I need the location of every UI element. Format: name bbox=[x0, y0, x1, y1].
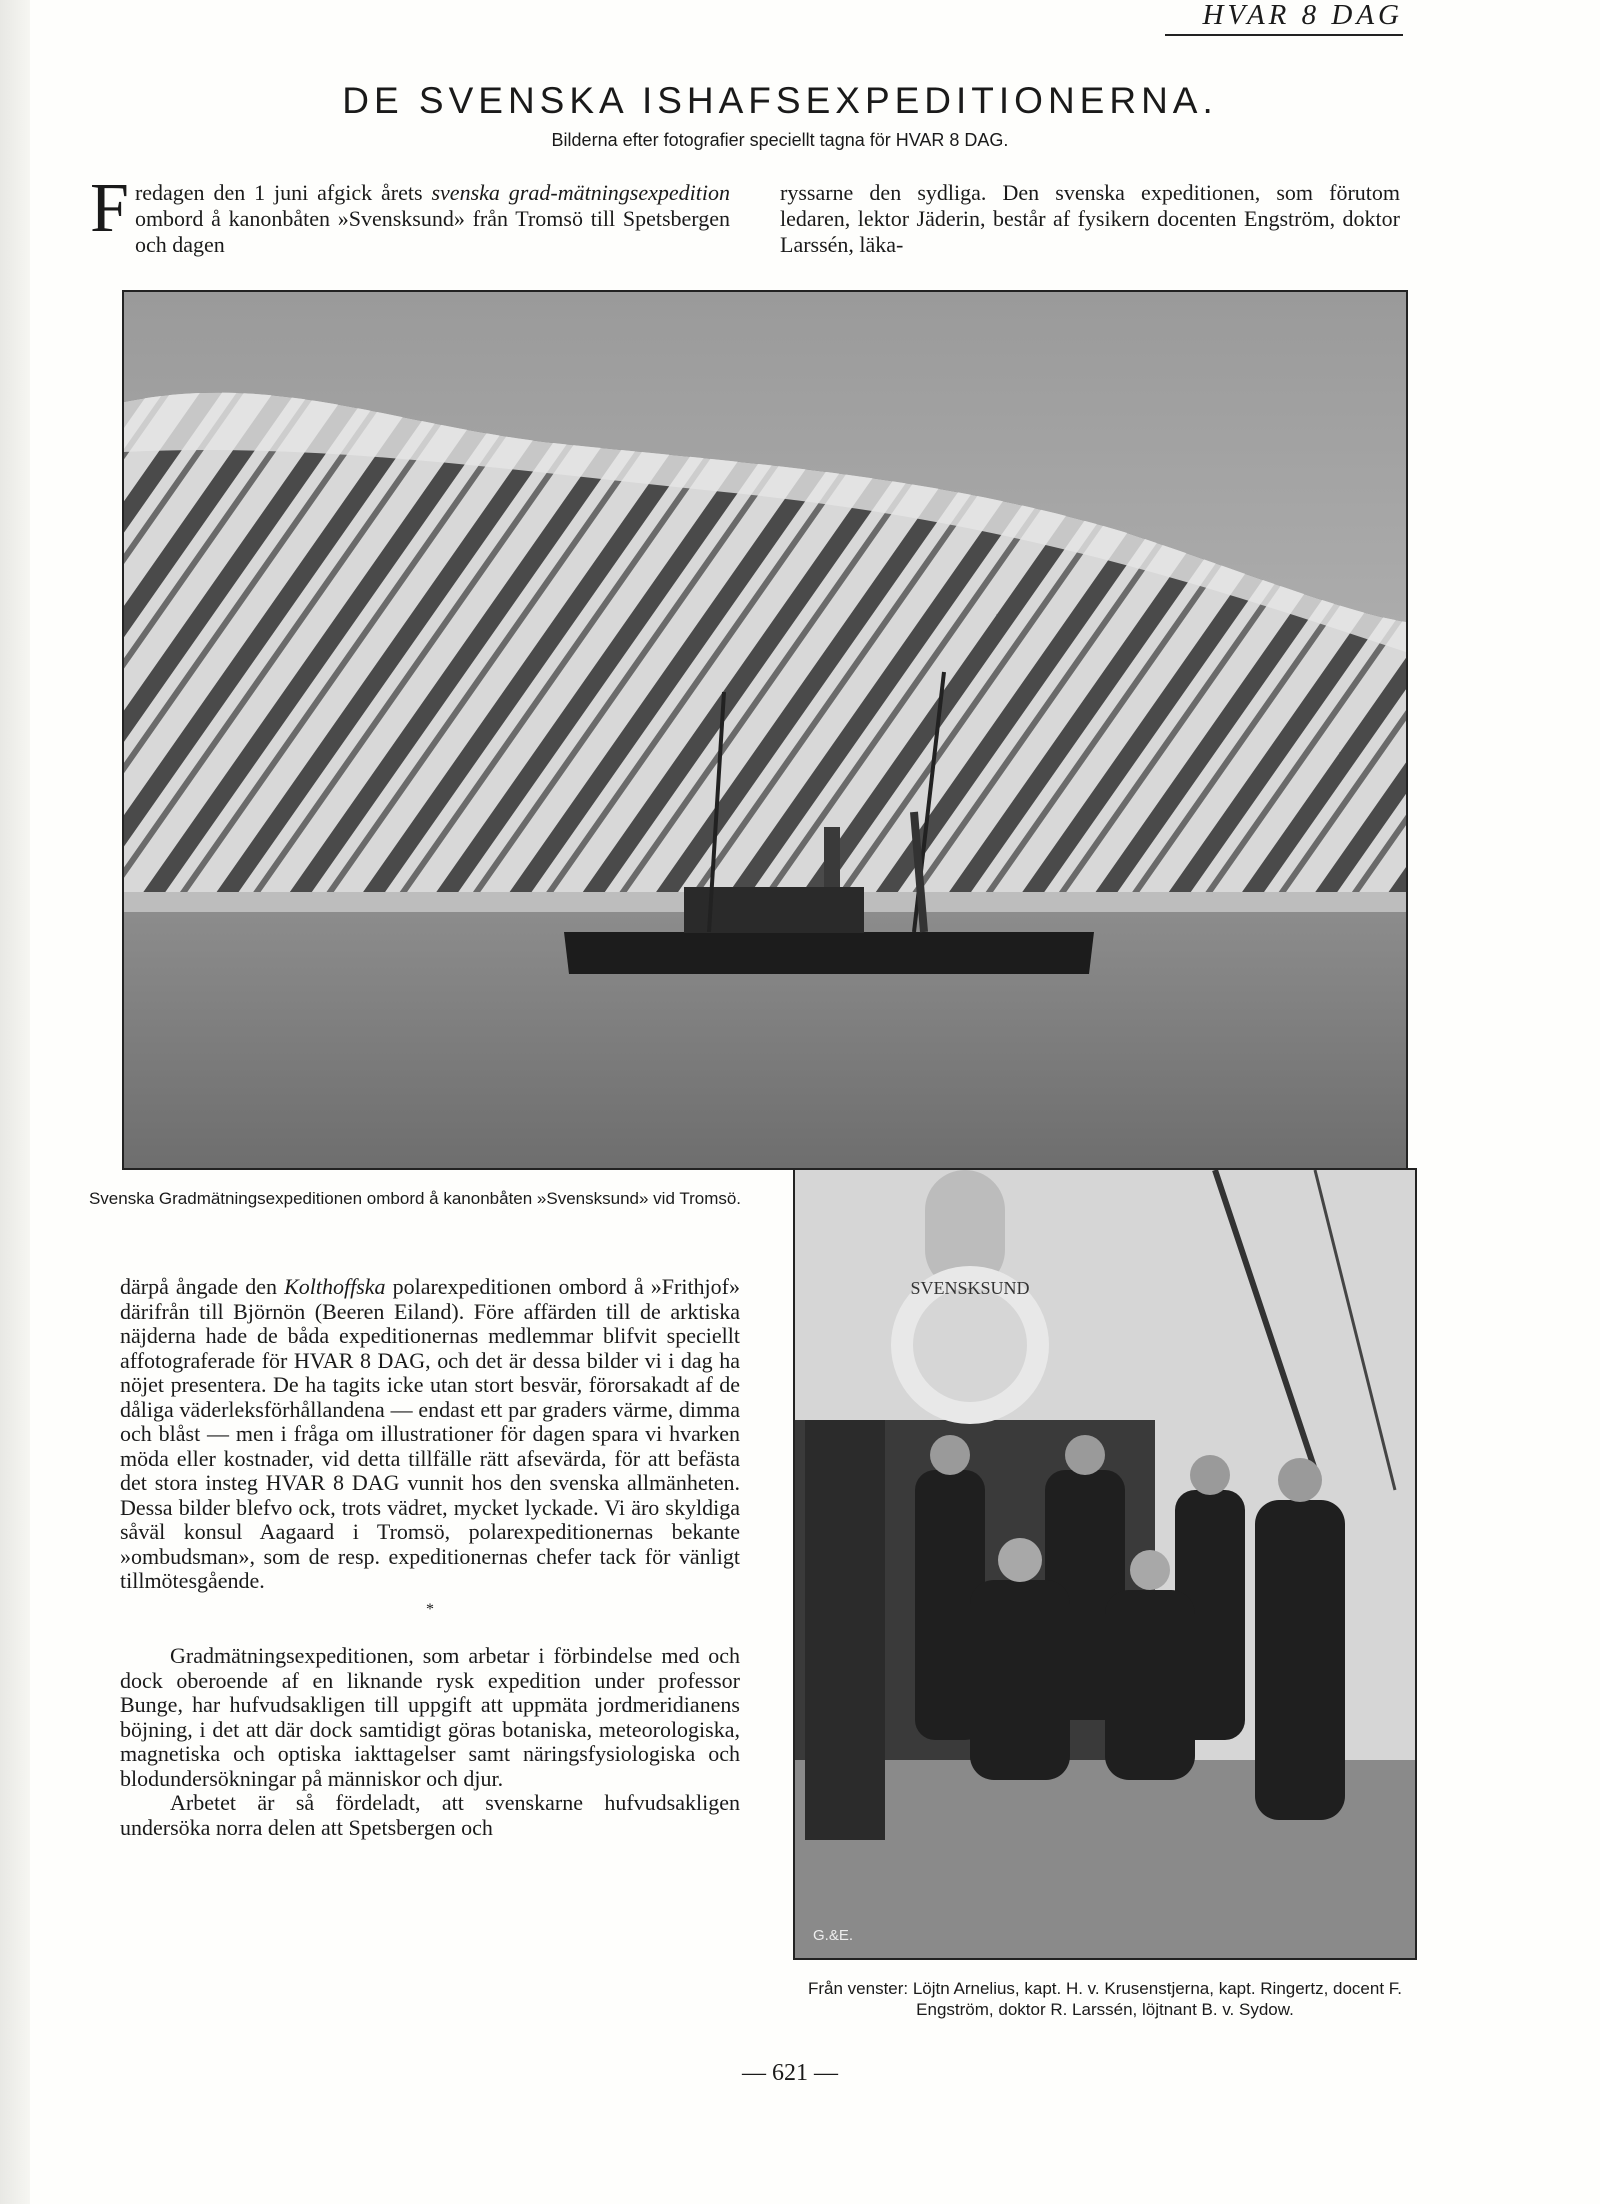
intro-right-text: ryssarne den sydliga. Den svenska expeditionen, som förutom ledaren, lektor Jäderin, består af fysikern docenten Engström, doktor Larssén, läka- bbox=[780, 180, 1400, 257]
body-paragraph-1 bbox=[120, 1275, 740, 1594]
section-separator: * bbox=[426, 1600, 434, 1618]
page-edge-shadow bbox=[0, 0, 30, 2204]
body-paragraph-2: Gradmätningsexpeditionen, som arbetar i förbindelse med och dock oberoende af en liknande rysk expedition under professor Bunge, har hufvudsakligen till uppgift att uppmäta jordmeridianens böjning, i det att där dock samtidigt göras botaniska, meteorologiska, magnetiska och optiska iakttagelser samt näringsfysiologiska och blodundersökningar på människor och djur. bbox=[120, 1643, 740, 1791]
crew-photo-illustration bbox=[795, 1170, 1415, 1958]
article-title: DE SVENSKA ISHAFSEXPEDITIONERNA. bbox=[342, 80, 1218, 121]
intro-left-column bbox=[90, 170, 730, 258]
body-p1-start: därpå ångade den bbox=[120, 1274, 285, 1299]
intro-text-1: redagen den 1 juni afgick årets bbox=[134, 180, 432, 205]
photo-stamp: G.&E. bbox=[813, 1927, 854, 1944]
ship-photo-illustration bbox=[124, 292, 1406, 1168]
body-column bbox=[120, 1275, 740, 1840]
crew-photograph bbox=[793, 1168, 1417, 1960]
drop-cap: F bbox=[90, 170, 129, 247]
body-p1-italic: Kolthoffska bbox=[284, 1274, 386, 1299]
running-head: HVAR 8 DAG bbox=[1165, 0, 1403, 36]
ship-photo-caption: Svenska Gradmätningsexpeditionen ombord å kanonbåten »Svensksund» vid Tromsö. bbox=[88, 1189, 742, 1208]
intro-right-column bbox=[780, 180, 1400, 258]
intro-text-2: ombord å kanonbåten »Svensksund» från Tromsö till Spetsbergen och dagen bbox=[134, 206, 730, 257]
page-number: — 621 — bbox=[742, 2060, 838, 2086]
intro-italic: svenska grad-mätningsexpedition bbox=[431, 180, 730, 205]
crew-photo-caption: Från venster: Löjtn Arnelius, kapt. H. v. Krusenstjerna, kapt. Ringertz, docent F. Engström, doktor R. Larssén, löjtnant B. v. Sydow. bbox=[807, 1979, 1403, 2019]
body-paragraph-3: Arbetet är så fördeladt, att svenskarne hufvudsakligen undersöka norra delen att Spetsbergen och bbox=[120, 1790, 740, 1840]
article-subtitle: Bilderna efter fotografier speciellt tagna för HVAR 8 DAG. bbox=[551, 130, 1009, 150]
ship-photograph bbox=[122, 290, 1408, 1170]
lifebuoy-text: SVENSKSUND bbox=[910, 1278, 1030, 1298]
body-p1-rest: polarexpeditionen ombord å »Frithjof» därifrån till Björnön (Beeren Eiland). Före affärden till de arktiska näjderna hade de båda expeditionernas medlemmar blifvit speciellt affotograferade för HVAR 8 DAG, och det är dessa bilder vi i dag ha nöjet presentera. De ha tagits icke utan stort besvär, förorsakadt af de dåliga väderleksförhållandena — endast ett par graders värme, dimma och blåst — men i fråga om illustrationer för dagen spara vi hvarken möda eller kostnader, vid detta tillfälle rätt afsevärda, för att befästa det stora insteg HVAR 8 DAG vunnit hos den svenska allmänheten. Dessa bilder blefvo ock, trots vädret, mycket lyckade. Vi äro skyldiga såväl konsul Aagaard i Tromsö, polarexpeditionernas bekante »ombudsman», som de resp. expeditionernas chefer tack för vänligt tillmötesgående. bbox=[120, 1274, 740, 1593]
